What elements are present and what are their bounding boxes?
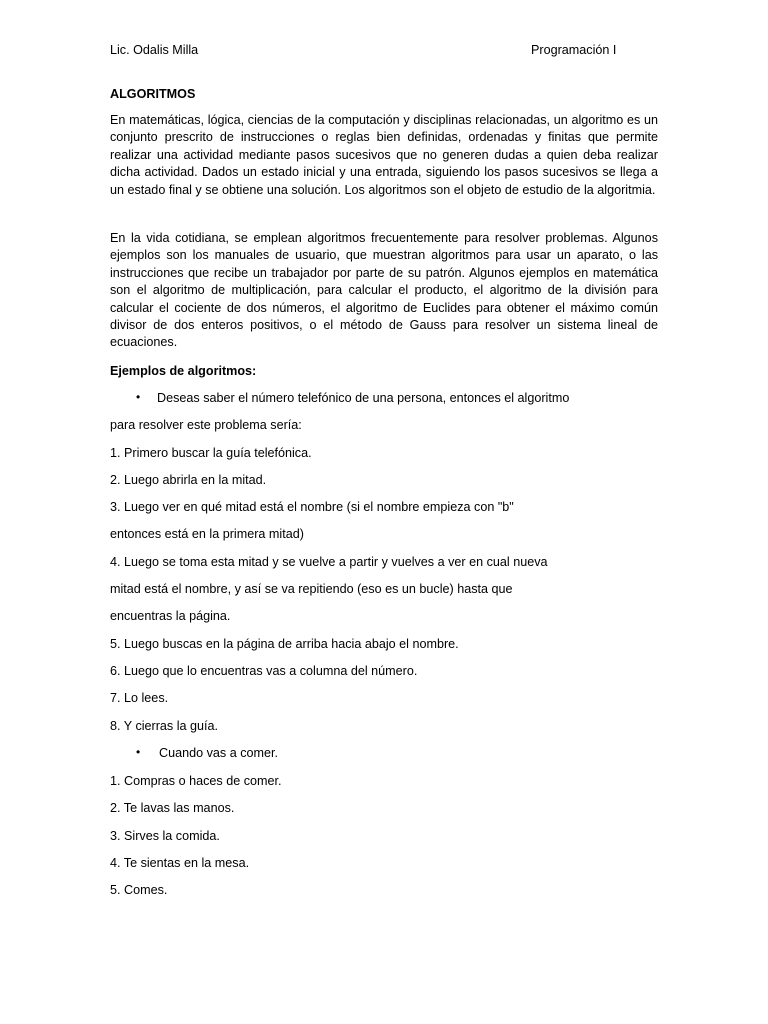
list-item: mitad está el nombre, y así se va repitiendo (eso es un bucle) hasta que (110, 582, 513, 596)
list-item: 2. Te lavas las manos. (110, 801, 235, 815)
list-item: entonces está en la primera mitad) (110, 527, 304, 541)
paragraph-definition: En matemáticas, lógica, ciencias de la computación y disciplinas relacionadas, un algoritmo es un conjunto prescrito de instrucciones o reglas bien definidas, ordenadas y finitas que permite realizar una actividad mediante pasos sucesivos que no generen dudas a quien deba realizar dicha actividad. Dados un estado inicial y una entrada, siguiendo los pasos sucesivos se llega a un estado final y se obtiene una solución. Los algoritmos son el objeto de estudio de la algoritmia. (110, 113, 658, 197)
bullet-item-eating: Cuando vas a comer. (159, 746, 279, 760)
list-item: 2. Luego abrirla en la mitad. (110, 473, 267, 487)
list-item: 4. Luego se toma esta mitad y se vuelve a partir y vuelves a ver en cual nueva (110, 555, 548, 569)
list-item: 7. Lo lees. (110, 691, 169, 705)
list-item: 5. Luego buscas en la página de arriba hacia abajo el nombre. (110, 637, 459, 651)
list-item: 5. Comes. (110, 883, 168, 897)
list-item: 3. Luego ver en qué mitad está el nombre (si el nombre empieza con "b" (110, 500, 514, 514)
bullet-icon: • (136, 745, 141, 759)
list-item: para resolver este problema sería: (110, 418, 302, 432)
paragraph-daily-life: En la vida cotidiana, se emplean algoritmos frecuentemente para resolver problemas. Algunos ejemplos son los manuales de usuario, que muestran algoritmos para usar un aparato, o las instrucciones que recibe un trabajador por parte de su patrón. Algunos ejemplos en matemática son el algoritmo de multiplicación, para calcular el producto, el algoritmo de la división para calcular el cociente de dos números, el algoritmo de Euclides para obtener el máximo común divisor de dos enteros positivos, o el método de Gauss para resolver un sistema lineal de ecuaciones. (110, 231, 658, 350)
list-item: 4. Te sientas en la mesa. (110, 856, 250, 870)
list-item: encuentras la página. (110, 609, 231, 623)
header-course: Programación I (531, 43, 617, 57)
list-item: 1. Compras o haces de comer. (110, 774, 282, 788)
list-item: 3. Sirves la comida. (110, 829, 220, 843)
examples-heading: Ejemplos de algoritmos: (110, 364, 257, 378)
document-title: ALGORITMOS (110, 87, 196, 101)
bullet-item-phone: Deseas saber el número telefónico de una persona, entonces el algoritmo (157, 391, 570, 405)
list-item: 8. Y cierras la guía. (110, 719, 219, 733)
list-item: 1. Primero buscar la guía telefónica. (110, 446, 312, 460)
bullet-icon: • (136, 390, 141, 404)
list-item: 6. Luego que lo encuentras vas a columna del número. (110, 664, 418, 678)
header-author: Lic. Odalis Milla (110, 43, 199, 57)
